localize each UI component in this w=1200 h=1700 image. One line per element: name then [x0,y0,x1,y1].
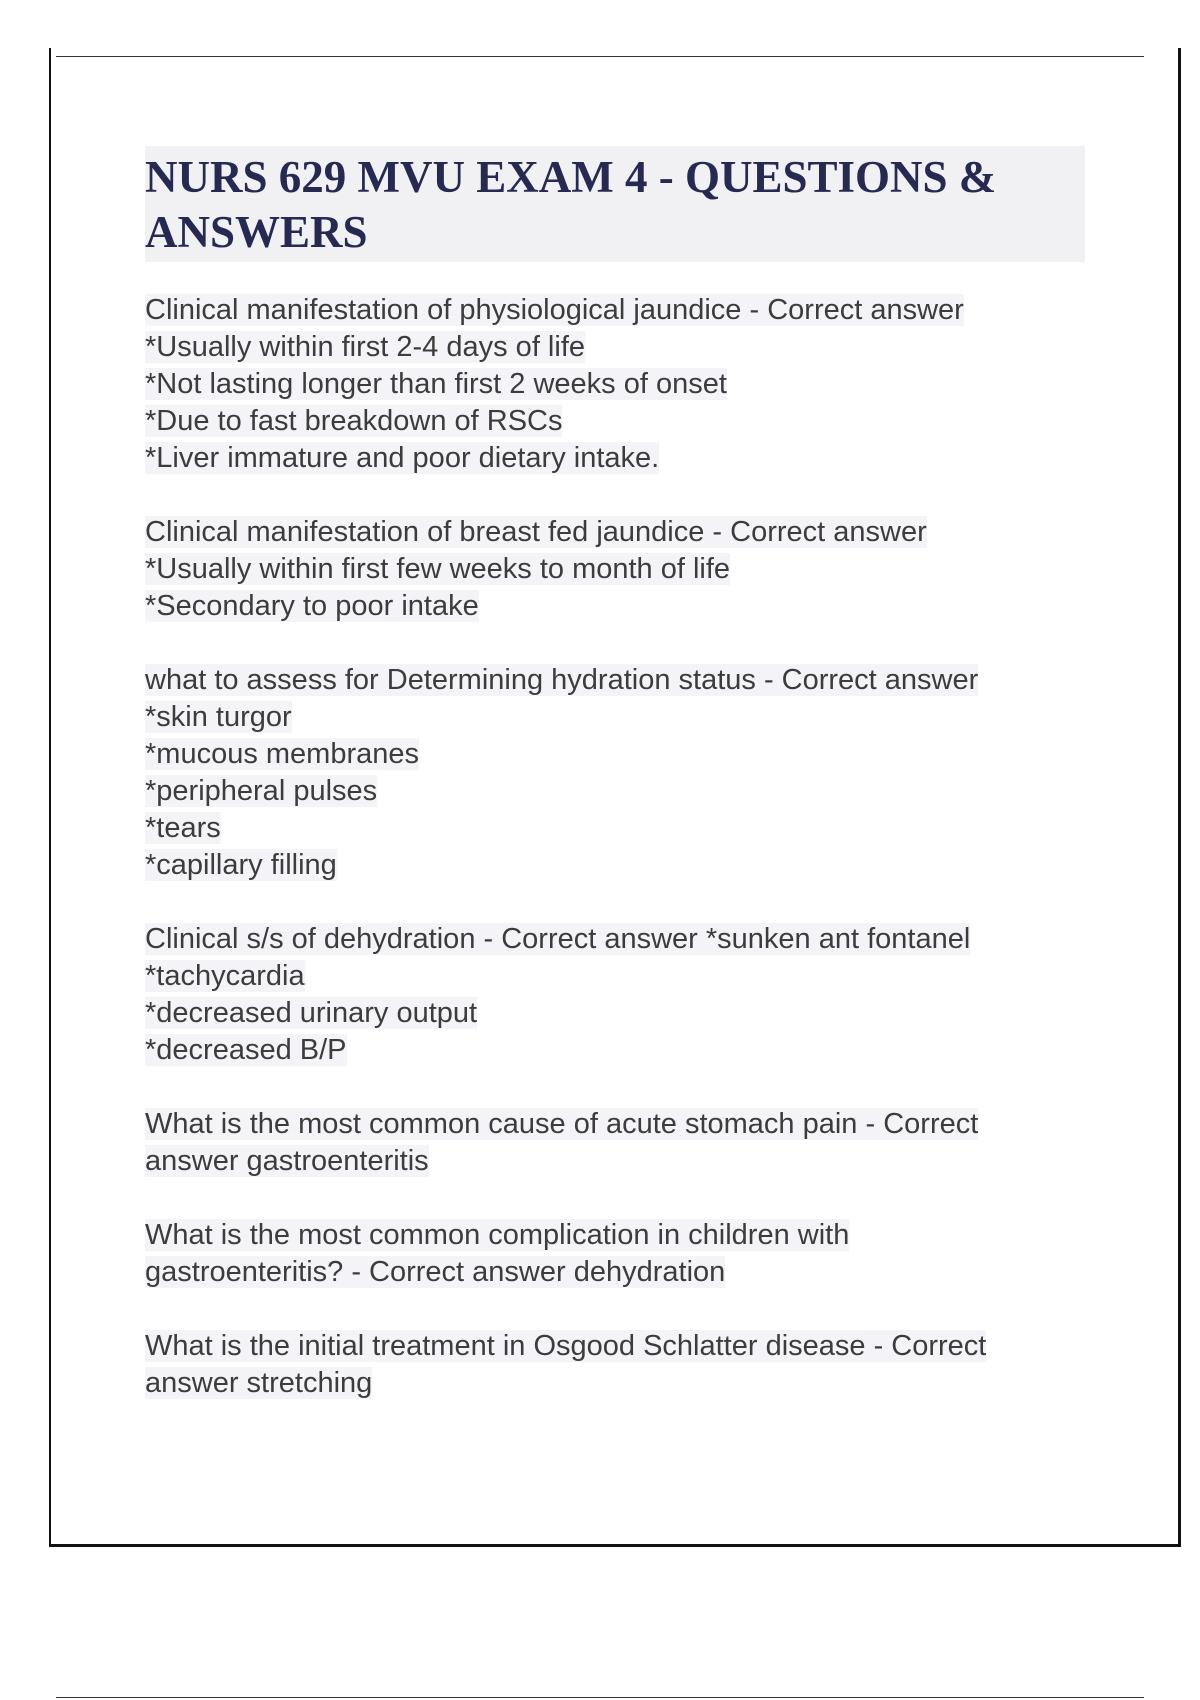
question-text [145,662,1085,699]
line-text: *skin turgor [145,701,292,733]
line-text: What is the most common complication in children with [145,1219,850,1251]
answer-line [145,958,1085,995]
answer-line [145,699,1085,736]
line-text: Clinical manifestation of physiological jaundice - Correct answer [145,294,964,326]
line-text: *mucous membranes [145,738,419,770]
line-text: What is the initial treatment in Osgood Schlatter disease - Correct [145,1330,987,1362]
line-text: *Not lasting longer than first 2 weeks of onset [145,368,727,400]
answer-line [145,366,1085,403]
answer-line [145,1365,1085,1402]
answer-line [145,773,1085,810]
line-text: what to assess for Determining hydration status - Correct answer [145,664,979,696]
line-text: *Usually within first 2-4 days of life [145,331,585,363]
line-text: *decreased urinary output [145,997,478,1029]
document-body [145,146,1085,1439]
qa-item [145,514,1085,625]
line-text: Clinical s/s of dehydration - Correct answer *sunken ant fontanel [145,923,971,955]
qa-item [145,1328,1085,1402]
line-text: *Liver immature and poor dietary intake. [145,442,660,474]
title-line-1: NURS 629 MVU EXAM 4 - QUESTIONS & [145,152,997,202]
qa-item [145,662,1085,884]
answer-line [145,403,1085,440]
qa-item [145,921,1085,1069]
qa-item [145,292,1085,477]
answer-line [145,440,1085,477]
qa-item [145,1217,1085,1291]
answer-line [145,995,1085,1032]
question-text [145,1328,1085,1365]
line-text: *decreased B/P [145,1034,347,1066]
footer-rule [56,1697,1144,1698]
qa-list [145,292,1085,1402]
line-text: *Due to fast breakdown of RSCs [145,405,563,437]
qa-item [145,1106,1085,1180]
line-text: *capillary filling [145,849,337,881]
question-text [145,292,1085,329]
line-text: What is the most common cause of acute stomach pain - Correct [145,1108,979,1140]
answer-line [145,588,1085,625]
line-text: *peripheral pulses [145,775,378,807]
line-text: Clinical manifestation of breast fed jaundice - Correct answer [145,516,927,548]
line-text: *Secondary to poor intake [145,590,479,622]
answer-line [145,551,1085,588]
line-text: answer gastroenteritis [145,1145,429,1177]
line-text: answer stretching [145,1367,373,1399]
question-text [145,514,1085,551]
line-text: *Usually within first few weeks to month of life [145,553,731,585]
question-text [145,1106,1085,1143]
line-text: *tears [145,812,221,844]
answer-line [145,329,1085,366]
question-text [145,1217,1085,1254]
header-rule [56,56,1144,57]
document-title [145,146,1085,262]
answer-line [145,736,1085,773]
question-text [145,921,1085,958]
title-line-2: ANSWERS [145,207,368,257]
line-text: *tachycardia [145,960,305,992]
answer-line [145,810,1085,847]
answer-line [145,847,1085,884]
answer-line [145,1254,1085,1291]
line-text: gastroenteritis? - Correct answer dehydration [145,1256,726,1288]
answer-line [145,1143,1085,1180]
answer-line [145,1032,1085,1069]
